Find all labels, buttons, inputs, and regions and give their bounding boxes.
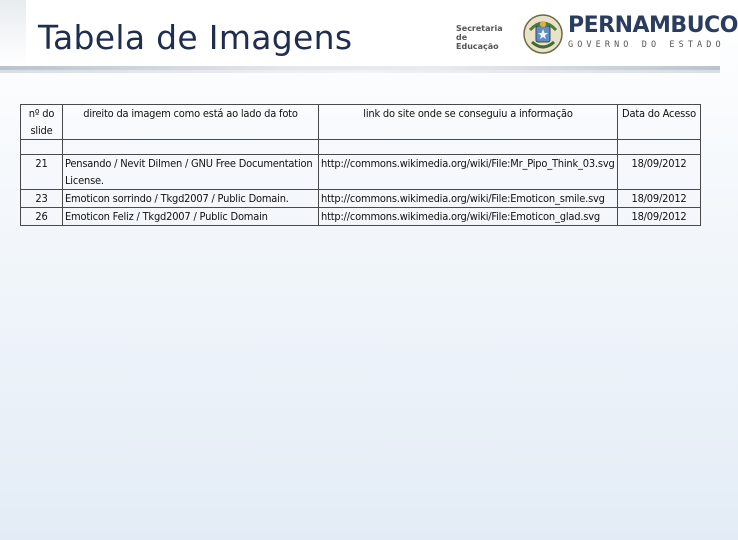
cell-source-link[interactable]: http://commons.wikimedia.org/wiki/File:Mr_Pipo_Think_03.svg xyxy=(319,155,618,190)
cell-access-date: 18/09/2012 xyxy=(618,208,701,226)
header-image-rights: direito da imagem como está ao lado da foto xyxy=(63,105,319,140)
secretaria-line-2: Educação xyxy=(456,42,499,51)
cell-source-link[interactable]: http://commons.wikimedia.org/wiki/File:Emoticon_smile.svg xyxy=(319,190,618,208)
slide-header xyxy=(0,0,738,70)
slide-title: Tabela de Imagens xyxy=(38,18,353,57)
state-subtitle: GOVERNO DO ESTADO xyxy=(568,40,725,50)
secretaria-line-1: Secretaria de xyxy=(456,24,503,42)
table-row xyxy=(21,208,701,226)
state-brand xyxy=(568,13,738,50)
state-crest-icon xyxy=(522,12,564,56)
cell-image-rights: Emoticon sorrindo / Tkgd2007 / Public Domain. xyxy=(63,190,319,208)
state-name: PERNAMBUCO xyxy=(568,13,738,38)
header-accent xyxy=(0,0,26,66)
table-header-row xyxy=(21,105,701,140)
cell-access-date: 18/09/2012 xyxy=(618,190,701,208)
header-slide-number: nº do slide xyxy=(21,105,63,140)
header-divider-shadow xyxy=(0,70,720,73)
cell-image-rights: Pensando / Nevit Dilmen / GNU Free Documentation License. xyxy=(63,155,319,190)
header-source-link: link do site onde se conseguiu a informação xyxy=(319,105,618,140)
table-row xyxy=(21,155,701,190)
cell-image-rights: Emoticon Feliz / Tkgd2007 / Public Domain xyxy=(63,208,319,226)
cell-source-link[interactable]: http://commons.wikimedia.org/wiki/File:Emoticon_glad.svg xyxy=(319,208,618,226)
image-credits-table xyxy=(20,104,701,226)
table-spacer-row xyxy=(21,140,701,155)
cell-slide-number: 21 xyxy=(21,155,63,190)
header-access-date: Data do Acesso xyxy=(618,105,701,140)
cell-slide-number: 26 xyxy=(21,208,63,226)
secretaria-logo xyxy=(456,24,516,51)
table-row xyxy=(21,190,701,208)
cell-access-date: 18/09/2012 xyxy=(618,155,701,190)
cell-slide-number: 23 xyxy=(21,190,63,208)
